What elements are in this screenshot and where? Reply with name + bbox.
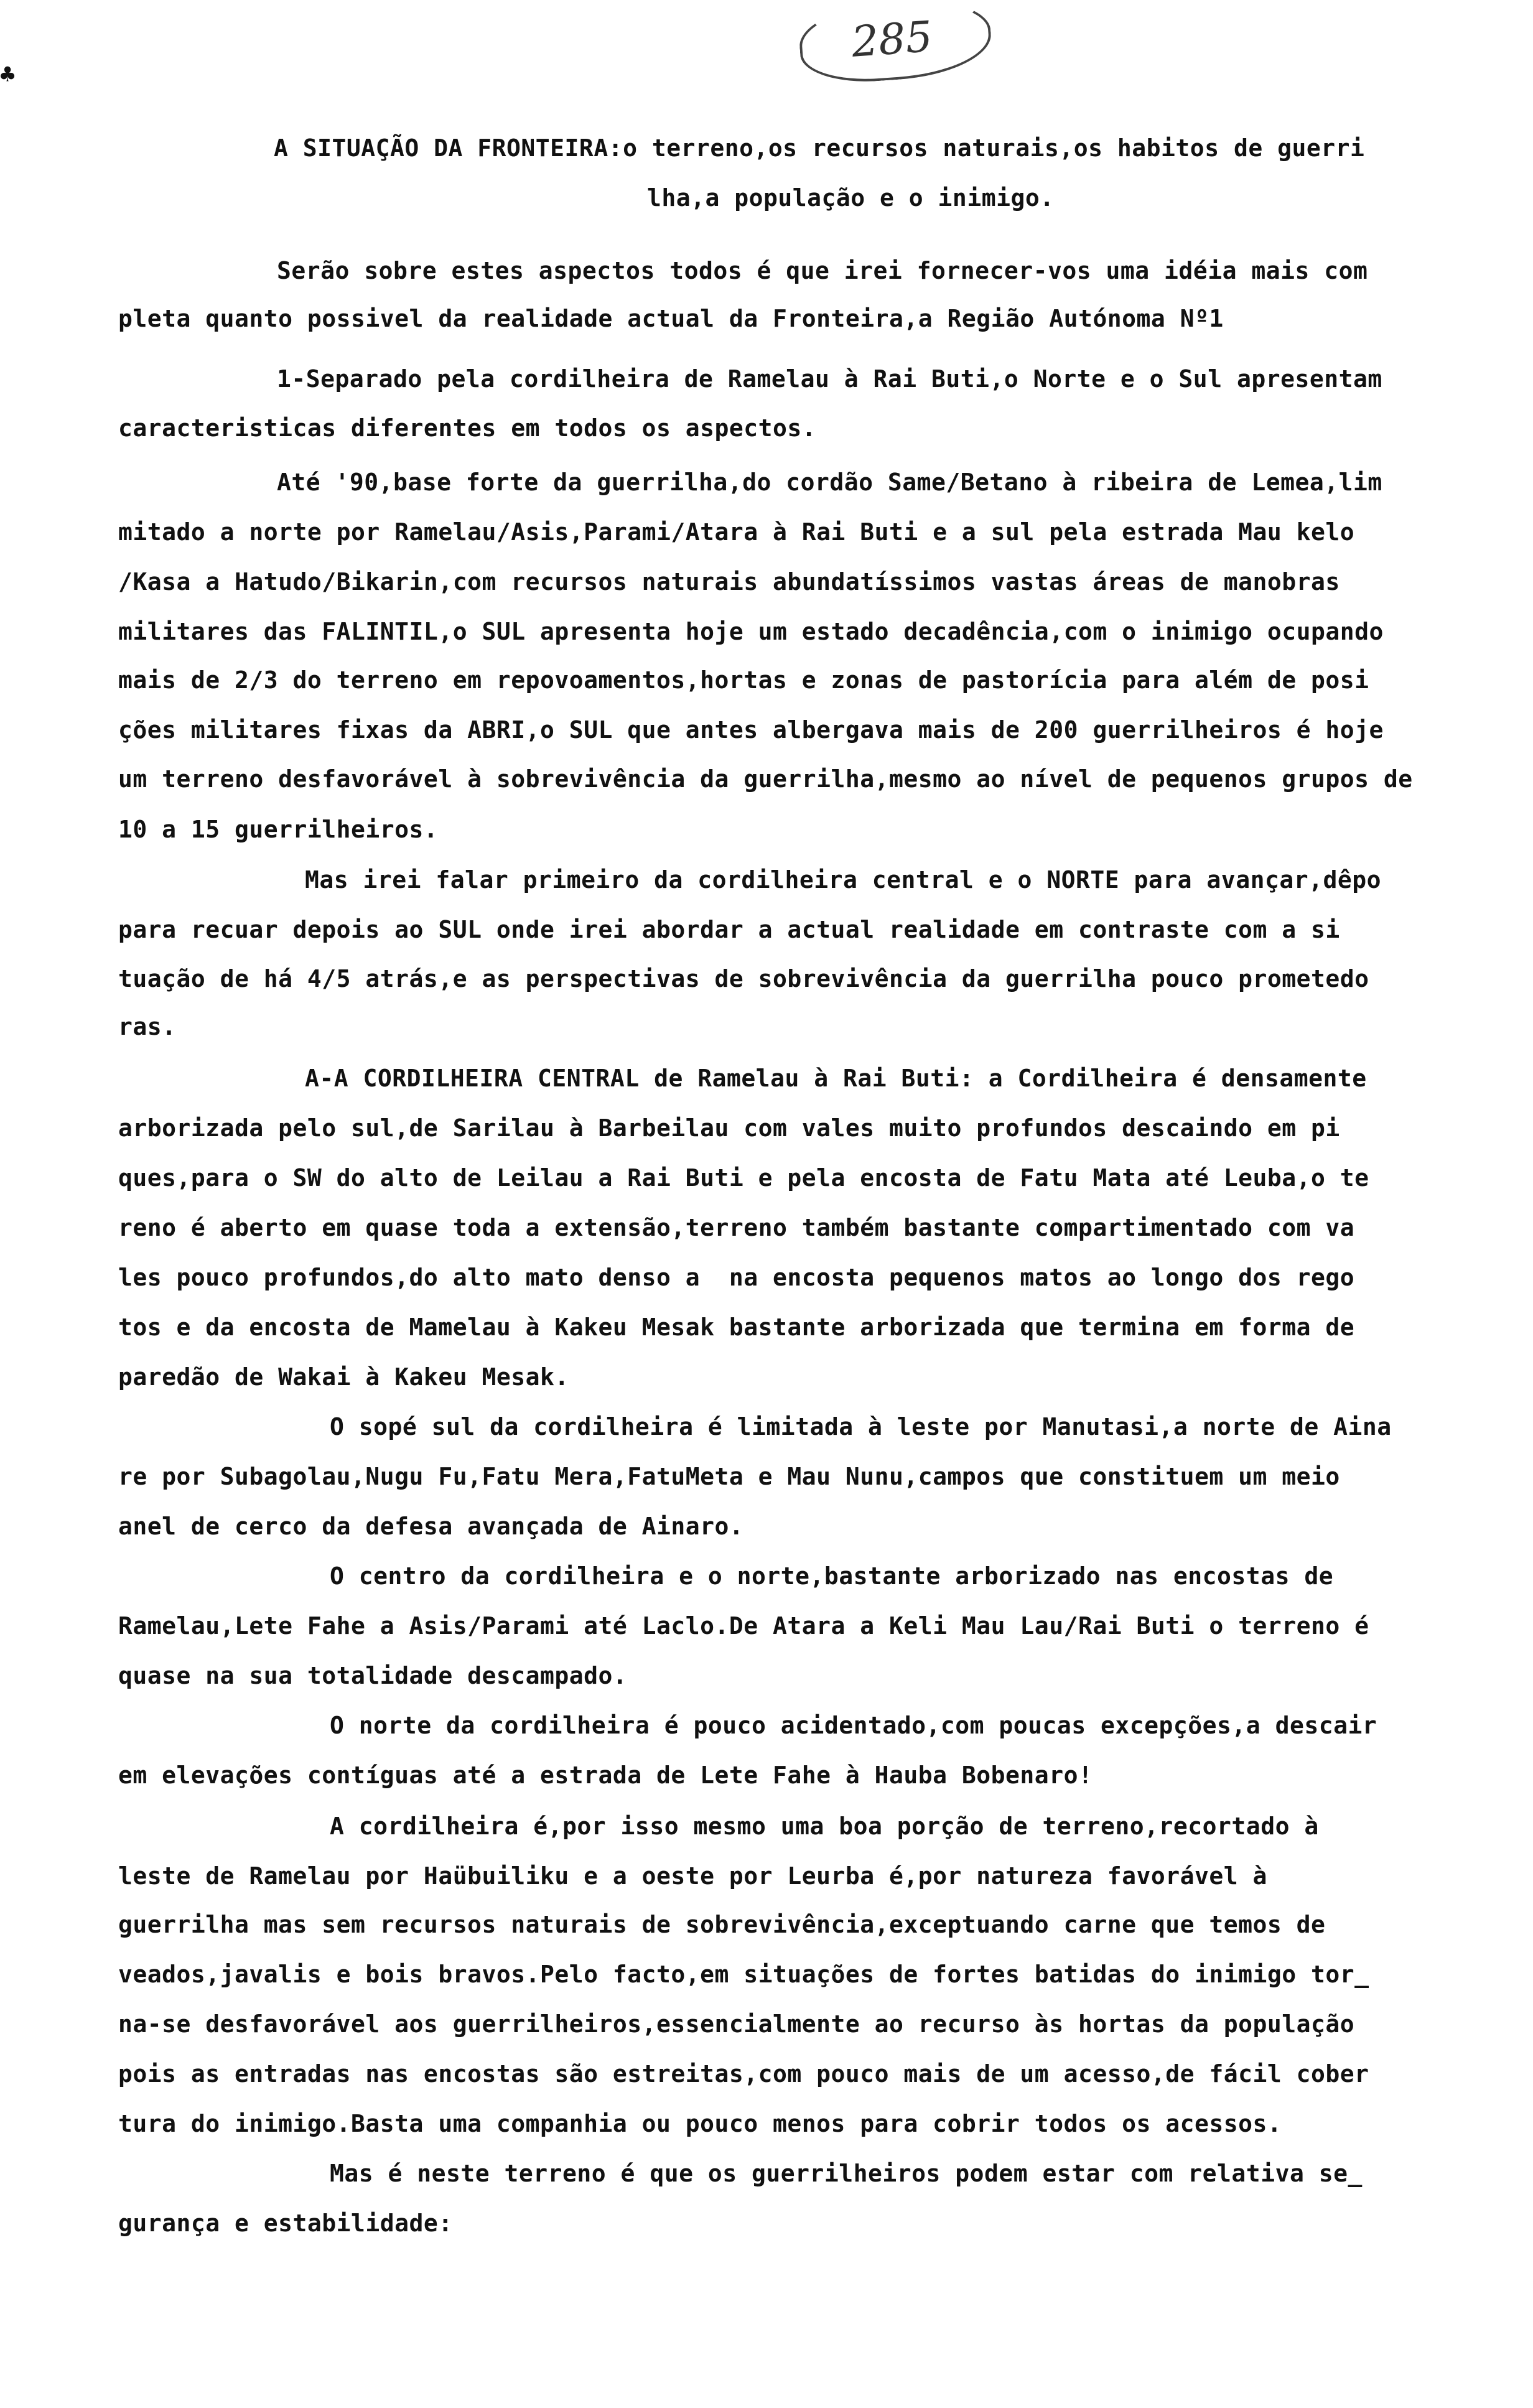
text-line: les pouco profundos,do alto mato denso a na encosta pequenos matos ao longo dos rego bbox=[118, 1264, 1355, 1291]
text-line: tura do inimigo.Basta uma companhia ou pouco menos para cobrir todos os acessos. bbox=[118, 2110, 1282, 2137]
text-line: ques,para o SW do alto de Leilau a Rai Buti e pela encosta de Fatu Mata até Leuba,o te bbox=[118, 1164, 1369, 1192]
text-line: mais de 2/3 do terreno em repovoamentos,hortas e zonas de pastorícia para além de posi bbox=[118, 666, 1369, 694]
text-line: /Kasa a Hatudo/Bikarin,com recursos naturais abundatíssimos vastas áreas de manobras bbox=[118, 568, 1340, 595]
text-line: militares das FALINTIL,o SUL apresenta hoje um estado decadência,com o inimigo ocupando bbox=[118, 618, 1384, 645]
corner-mark: ♣ bbox=[0, 60, 16, 89]
text-line: O norte da cordilheira é pouco acidentado,com poucas excepções,a descair bbox=[330, 1712, 1377, 1739]
text-line: para recuar depois ao SUL onde irei abordar a actual realidade em contraste com a si bbox=[118, 916, 1340, 943]
text-line: veados,javalis e bois bravos.Pelo facto,em situações de fortes batidas do inimigo tor_ bbox=[118, 1961, 1369, 1988]
text-line: 10 a 15 guerrilheiros. bbox=[118, 816, 439, 843]
text-line: pleta quanto possivel da realidade actual da Fronteira,a Região Autónoma Nº1 bbox=[118, 305, 1224, 332]
text-line: A cordilheira é,por isso mesmo uma boa porção de terreno,recortado à bbox=[330, 1813, 1319, 1840]
text-line: mitado a norte por Ramelau/Asis,Parami/Atara à Rai Buti e a sul pela estrada Mau kelo bbox=[118, 518, 1355, 546]
text-line: Ramelau,Lete Fahe a Asis/Parami até Laclo.De Atara a Keli Mau Lau/Rai Buti o terreno é bbox=[118, 1612, 1369, 1640]
text-line: Serão sobre estes aspectos todos é que irei fornecer-vos uma idéia mais com bbox=[277, 257, 1368, 284]
text-line: reno é aberto em quase toda a extensão,terreno também bastante compartimentado com va bbox=[118, 1214, 1355, 1241]
text-line: re por Subagolau,Nugu Fu,Fatu Mera,FatuMeta e Mau Nunu,campos que constituem um meio bbox=[118, 1463, 1340, 1490]
text-line: tos e da encosta de Mamelau à Kakeu Mesak bastante arborizada que termina em forma de bbox=[118, 1314, 1355, 1341]
text-line: O sopé sul da cordilheira é limitada à leste por Manutasi,a norte de Aina bbox=[330, 1413, 1392, 1440]
text-line: em elevações contíguas até a estrada de Lete Fahe à Hauba Bobenaro! bbox=[118, 1762, 1093, 1789]
text-line: caracteristicas diferentes em todos os aspectos. bbox=[118, 414, 817, 442]
text-line: pois as entradas nas encostas são estreitas,com pouco mais de um acesso,de fácil cober bbox=[118, 2060, 1369, 2088]
text-line: 1-Separado pela cordilheira de Ramelau à Rai Buti,o Norte e o Sul apresentam bbox=[277, 365, 1382, 393]
text-line: quase na sua totalidade descampado. bbox=[118, 1662, 628, 1689]
text-line: O centro da cordilheira e o norte,bastante arborizado nas encostas de bbox=[330, 1562, 1334, 1590]
text-line: A-A CORDILHEIRA CENTRAL de Ramelau à Rai Buti: a Cordilheira é densamente bbox=[305, 1065, 1367, 1092]
text-line: Mas irei falar primeiro da cordilheira central e o NORTE para avançar,dêpo bbox=[305, 866, 1381, 894]
text-line: ções militares fixas da ABRI,o SUL que antes albergava mais de 200 guerrilheiros é hoje bbox=[118, 716, 1384, 744]
text-line: guerrilha mas sem recursos naturais de sobrevivência,exceptuando carne que temos de bbox=[118, 1911, 1326, 1938]
text-line: gurança e estabilidade: bbox=[118, 2210, 453, 2237]
text-line: paredão de Wakai à Kakeu Mesak. bbox=[118, 1363, 569, 1391]
text-line: na-se desfavorável aos guerrilheiros,essencialmente ao recurso às hortas da população bbox=[118, 2010, 1355, 2038]
text-line: ras. bbox=[118, 1013, 177, 1040]
text-line: Mas é neste terreno é que os guerrilheiros podem estar com relativa se_ bbox=[330, 2160, 1363, 2187]
page-number: 285 bbox=[850, 12, 934, 67]
text-line: leste de Ramelau por Haübuiliku e a oeste por Leurba é,por natureza favorável à bbox=[118, 1862, 1267, 1890]
text-line: tuação de há 4/5 atrás,e as perspectivas de sobrevivência da guerrilha pouco prometedo bbox=[118, 965, 1369, 992]
text-line: um terreno desfavorável à sobrevivência da guerrilha,mesmo ao nível de pequenos grupos de bbox=[118, 765, 1413, 793]
page-number-stamp bbox=[797, 0, 994, 86]
title-line-2: lha,a população e o inimigo. bbox=[647, 184, 1055, 212]
text-line: arborizada pelo sul,de Sarilau à Barbeilau com vales muito profundos descaindo em pi bbox=[118, 1114, 1340, 1142]
text-line: anel de cerco da defesa avançada de Ainaro. bbox=[118, 1513, 744, 1540]
title-line-1: A SITUAÇÃO DA FRONTEIRA:o terreno,os recursos naturais,os habitos de guerri bbox=[274, 134, 1365, 162]
text-line: Até '90,base forte da guerrilha,do cordão Same/Betano à ribeira de Lemea,lim bbox=[277, 469, 1382, 496]
